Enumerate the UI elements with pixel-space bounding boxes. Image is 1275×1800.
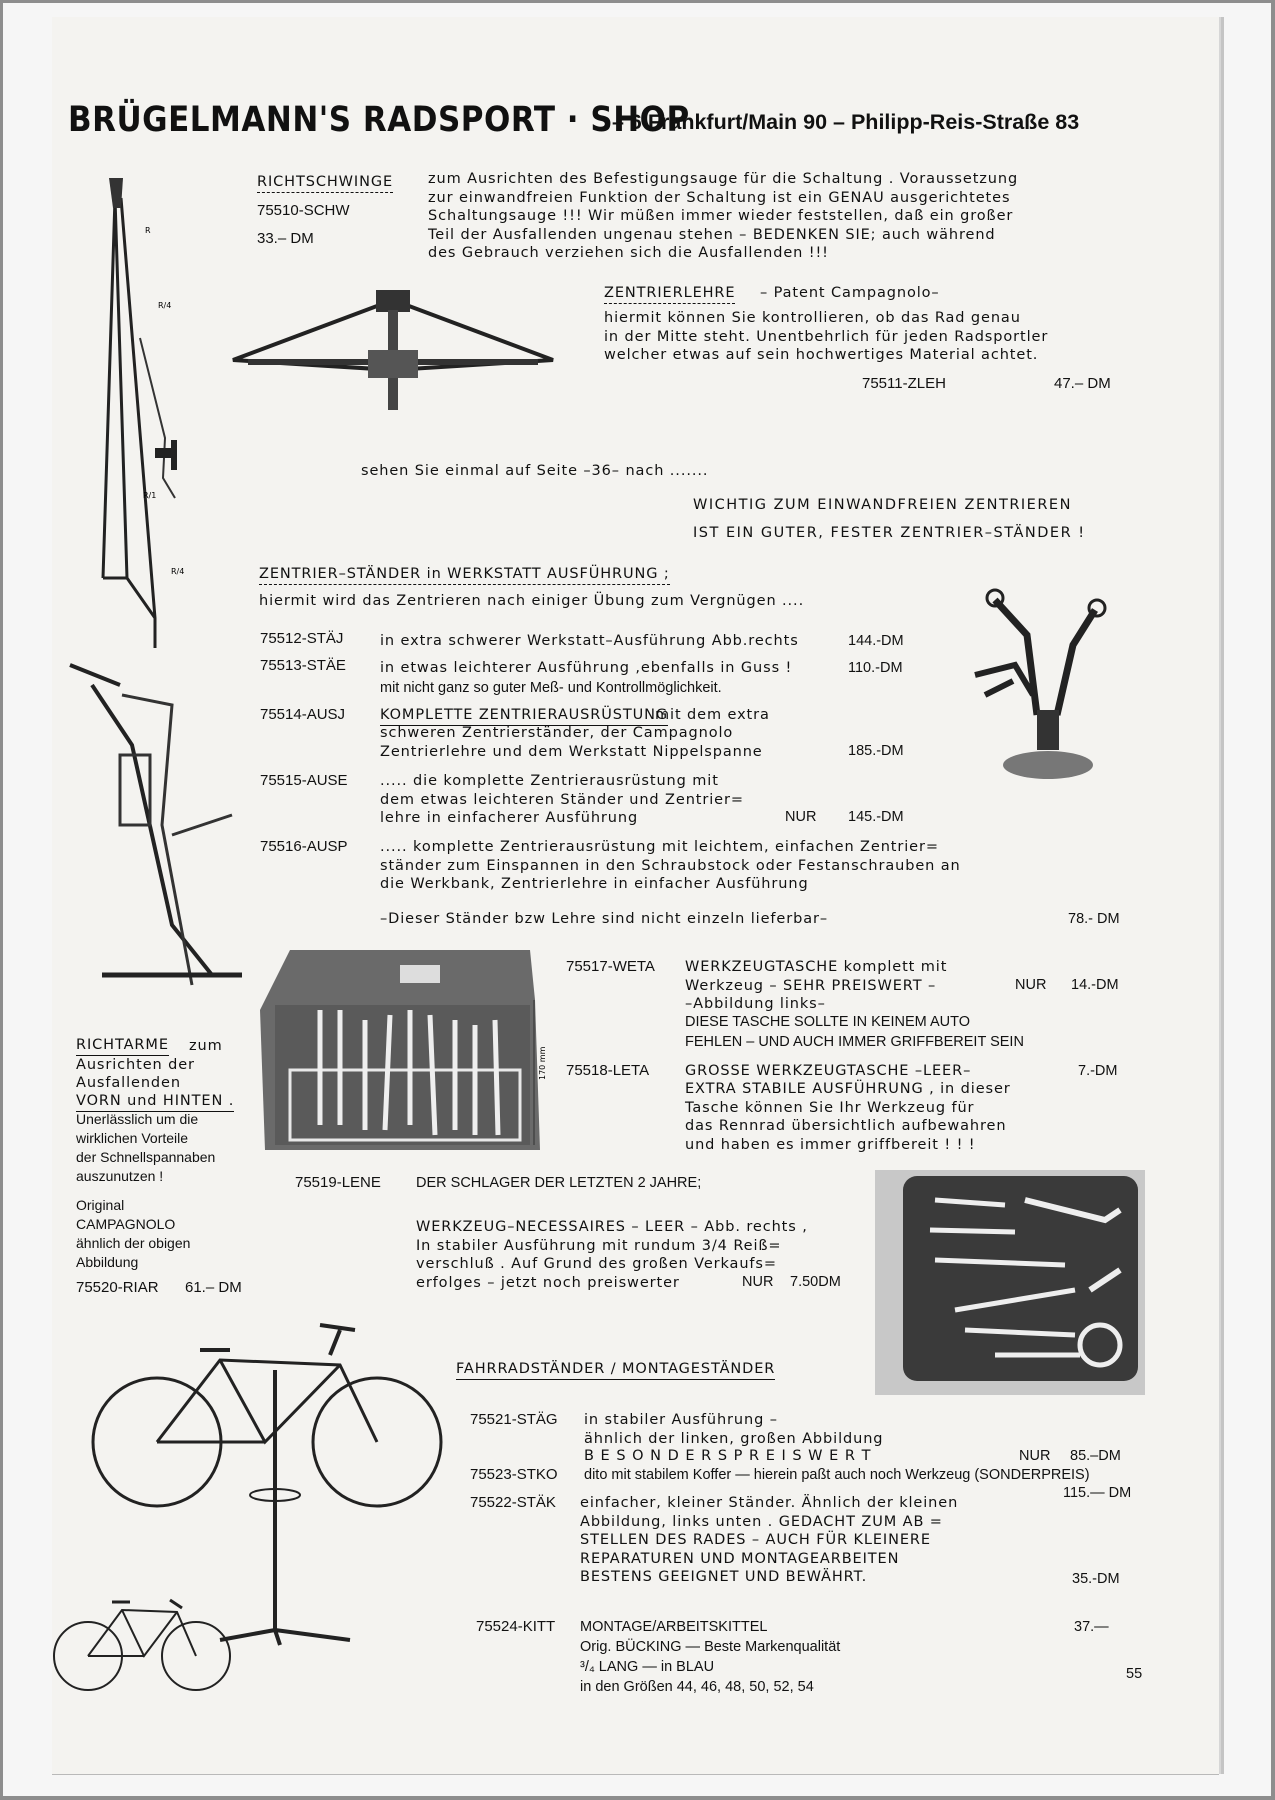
stko-text: dito mit stabilem Koffer — hierein paßt auch noch Werkzeug (SONDERPREIS) [584, 1467, 1090, 1483]
stag-spaced: B E S O N D E R S P R E I S W E R T [584, 1448, 872, 1464]
staender-item-2-note: mit nicht ganz so guter Meß- und Kontrollmöglichkeit. [380, 680, 722, 696]
zentrierlehre-illustration [228, 290, 558, 420]
staender-item-3-code: 75514-AUSJ [260, 706, 346, 723]
small-bicycle-illustration [52, 1590, 232, 1700]
richtarme-code: 75520-RIAR [76, 1279, 159, 1296]
zentrierlehre-subtitle: – Patent Campagnolo– [760, 285, 940, 301]
richtarme-text-2: VORN und HINTEN . [76, 1092, 234, 1112]
fahrradstaender-title: FAHRRADSTÄNDER / MONTAGESTÄNDER [456, 1360, 775, 1380]
staender-item-5-code: 75516-AUSP [260, 838, 348, 855]
leer-tasche-title: GROSSE WERKZEUGTASCHE –LEER– [685, 1063, 972, 1079]
leer-tasche-price: 7.-DM [1078, 1063, 1118, 1079]
staender-item-3-price: 185.-DM [848, 743, 904, 759]
staender-item-1-price: 144.-DM [848, 633, 904, 649]
kittel-code: 75524-KITT [476, 1618, 556, 1635]
werkzeugtasche-text: WERKZEUGTASCHE komplett mit Werkzeug – SEHR PREISWERT – –Abbildung links– [685, 959, 948, 1012]
staender-item-4-text: ..... die komplette Zentrierausrüstung mit dem etwas leichteren Ständer und Zentrier= lehre in einfacherer Ausführung [380, 773, 744, 826]
richtarme-title: RICHTARME [76, 1036, 169, 1056]
see-page-note: sehen Sie einmal auf Seite –36– nach ....... [361, 463, 709, 479]
richtschwinge-price: 33.– DM [257, 230, 314, 247]
werkzeugtasche-price: 14.-DM [1071, 977, 1119, 993]
richtarme-price: 61.– DM [185, 1279, 242, 1296]
zentrierlehre-code: 75511-ZLEH [862, 375, 946, 392]
staender-item-3-text: schweren Zentrierständer, der Campagnolo Zentrierlehre und dem Werkstatt Nippelspanne [380, 725, 763, 760]
kittel-line-4: in den Größen 44, 46, 48, 50, 52, 54 [580, 1679, 814, 1695]
staender-item-4-price: 145.-DM [848, 809, 904, 825]
kittel-price: 37.— [1074, 1619, 1109, 1635]
necessaires-price: 7.50DM [790, 1274, 841, 1290]
necessaires-text: WERKZEUG–NECESSAIRES – LEER – Abb. rechts , In stabiler Ausführung mit rundum 3/4 Reiß= verschluß . Auf Grund des großen Verkaufs= erfolges – jetzt noch preiswerter [416, 1219, 808, 1291]
shop-address: – 6 Frankfurt/Main 90 – Philipp-Reis-Straße 83 [612, 110, 1080, 134]
page-number: 55 [1126, 1666, 1143, 1682]
dimension-label: 170 mm [538, 1046, 547, 1080]
kittel-title: MONTAGE/ARBEITSKITTEL [580, 1619, 768, 1635]
werkzeugtasche-code: 75517-WETA [566, 958, 655, 975]
svg-text:R/1: R/1 [143, 491, 157, 500]
stko-code: 75523-STKO [470, 1466, 558, 1483]
staender-item-2-code: 75513-STÄE [260, 657, 346, 674]
richtarme-text-4: Original CAMPAGNOLO ähnlich der obigen Abbildung [76, 1197, 191, 1270]
frame-rear-illustration [85, 178, 195, 648]
staender-item-3-text-after: mit dem extra [655, 707, 770, 723]
kittel-line-3: ³/₄ LANG — in BLAU [580, 1659, 715, 1675]
wichtig-line-2: IST EIN GUTER, FESTER ZENTRIER–STÄNDER ! [693, 525, 1086, 541]
stag-text: in stabiler Ausführung – ähnlich der linken, großen Abbildung [584, 1412, 884, 1447]
truing-stand-illustration [965, 585, 1135, 790]
richtschwinge-code: 75510-SCHW [257, 202, 350, 219]
staender-intro: hiermit wird das Zentrieren nach einiger Übung zum Vergnügen .... [259, 593, 805, 609]
svg-text:R: R [145, 226, 151, 235]
shop-name: BRÜGELMANN'S RADSPORT · SHOP [68, 99, 690, 141]
stag-price: 85.–DM [1070, 1448, 1121, 1464]
zentrierlehre-title: ZENTRIERLEHRE [604, 284, 735, 304]
necessaires-headline: DER SCHLAGER DER LETZTEN 2 JAHRE; [416, 1175, 702, 1191]
stko-price: 115.— DM [1063, 1485, 1132, 1501]
zentrierlehre-price: 47.– DM [1054, 375, 1111, 392]
stag-nur: NUR [1019, 1448, 1051, 1464]
werkzeugtasche-nur: NUR [1015, 977, 1047, 993]
necessaires-code: 75519-LENE [295, 1174, 381, 1191]
not-separate-price: 78.- DM [1068, 911, 1120, 927]
svg-text:R/4: R/4 [171, 567, 185, 576]
leer-tasche-text: EXTRA STABILE AUSFÜHRUNG , in dieser Tasche können Sie Ihr Werkzeug für das Rennrad übersichtlich aufbewahren und haben es immer griffbereit ! ! ! [685, 1081, 1011, 1153]
richtarme-text-3: Unerlässlich um die wirklichen Vorteile der Schnellspannaben auszunutzen ! [76, 1111, 216, 1184]
necessaire-illustration [875, 1170, 1145, 1395]
richtschwinge-text: zum Ausrichten des Befestigungsauge für die Schaltung . Voraussetzung zur einwandfreien Funktion der Schaltung ist ein GENAU ausgerichtetes Schaltungsauge !!! Wir müßen immer wieder feststellen, daß ein großer Teil der Ausfallenden ungenau stehen – BEDENKEN SIE; auch während des Gebrauch verziehen sich die Ausfallenden !!! [428, 171, 1019, 261]
richtschwinge-title: RICHTSCHWINGE [257, 173, 393, 193]
staender-item-1-text: in extra schwerer Werkstatt–Ausführung Abb.rechts [380, 633, 799, 649]
richtarme-text-1: zum Ausrichten der Ausfallenden [76, 1038, 223, 1091]
staender-item-4-code: 75515-AUSE [260, 772, 348, 789]
werkzeugtasche-note: DIESE TASCHE SOLLTE IN KEINEM AUTO FEHLEN – UND AUCH IMMER GRIFFBEREIT SEIN [685, 1014, 1024, 1050]
staender-item-1-code: 75512-STÄJ [260, 630, 344, 647]
staender-item-2-text: in etwas leichterer Ausführung ,ebenfalls in Guss ! [380, 660, 793, 676]
stak-price: 35.-DM [1072, 1571, 1120, 1587]
stag-code: 75521-STÄG [470, 1411, 558, 1428]
kittel-line-2: Orig. BÜCKING — Beste Markenqualität [580, 1639, 841, 1655]
staender-item-2-price: 110.-DM [848, 660, 903, 676]
staender-title: ZENTRIER–STÄNDER in WERKSTATT AUSFÜHRUNG ; [259, 565, 670, 585]
stak-code: 75522-STÄK [470, 1494, 556, 1511]
werkzeugtasche-illustration [260, 950, 550, 1150]
stak-text: einfacher, kleiner Ständer. Ähnlich der kleinen Abbildung, links unten . GEDACHT ZUM AB = STELLEN DES RADES – AUCH FÜR KLEINERE REPARATUREN UND MONTAGEARBEITEN BESTENS GEEIGNET UND BEWÄHRT. [580, 1495, 959, 1585]
not-separate-note: –Dieser Ständer bzw Lehre sind nicht einzeln lieferbar– [380, 911, 828, 927]
richtarme-illustration [62, 665, 252, 985]
zentrierlehre-text: hiermit können Sie kontrollieren, ob das Rad genau in der Mitte steht. Unentbehrlich für jeden Radsportler welcher etwas auf sein hochwertiges Material achtet. [604, 310, 1049, 363]
staender-item-3-title: KOMPLETTE ZENTRIERAUSRÜSTUNG [380, 706, 668, 726]
wichtig-line-1: WICHTIG ZUM EINWANDFREIEN ZENTRIEREN [693, 497, 1072, 513]
necessaires-nur: NUR [742, 1274, 774, 1290]
staender-item-5-text: ..... komplette Zentrierausrüstung mit leichtem, einfachen Zentrier= ständer zum Einspannen in den Schraubstock oder Festanschrauben an die Werkbank, Zentrierlehre in einfacher Ausführung [380, 839, 961, 892]
staender-item-4-nur: NUR [785, 809, 817, 825]
leer-tasche-code: 75518-LETA [566, 1062, 650, 1079]
svg-text:R/4: R/4 [158, 301, 172, 310]
